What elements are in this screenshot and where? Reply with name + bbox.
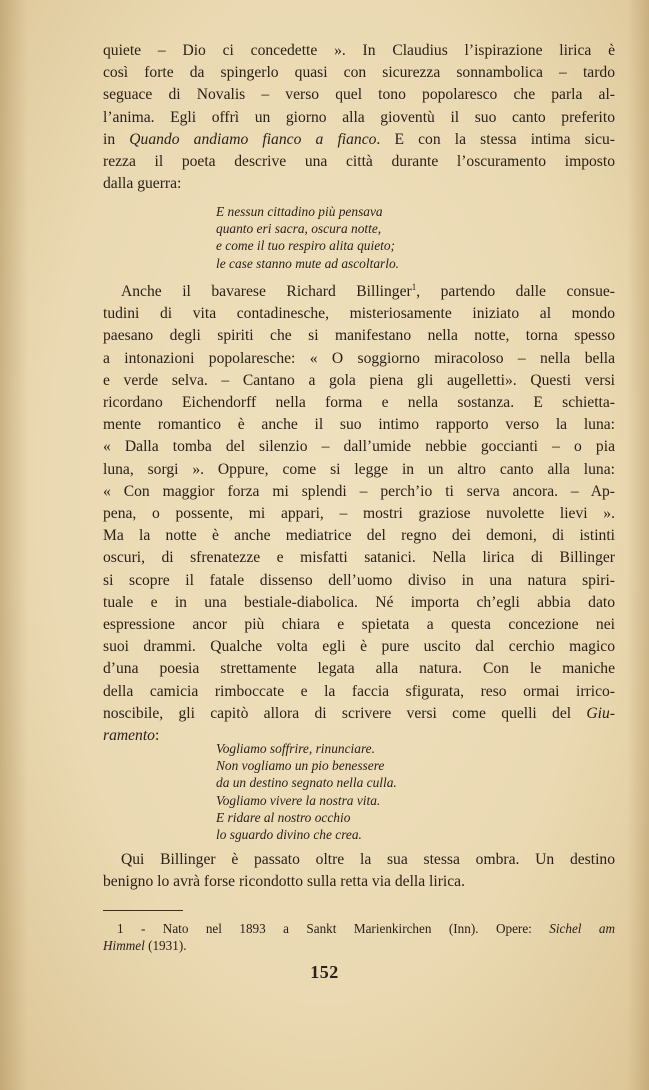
footnote-ref: 1 bbox=[411, 281, 417, 292]
text-fragment: (1931). bbox=[144, 938, 187, 953]
poem-line: da un destino segnato nella culla. bbox=[216, 775, 397, 791]
text-line: suoi drammi. Qualche volta egli è pure uscito dal cerchio magico bbox=[103, 638, 615, 656]
poem-line: quanto eri sacra, oscura notte, bbox=[216, 221, 382, 237]
text-line: a intonazioni popolaresche: « O soggiorno miracoloso – nella bella bbox=[103, 349, 615, 367]
poem-line: Vogliamo vivere la nostra vita. bbox=[216, 792, 381, 808]
text-line: « Con maggior forza mi splendi – perch’io ti serva ancora. – Ap- bbox=[103, 482, 615, 500]
paragraph-billinger bbox=[103, 281, 615, 747]
text-fragment: , partendo dalle consue- bbox=[416, 283, 615, 300]
text-line bbox=[103, 703, 615, 725]
work-title: Sichel am bbox=[549, 921, 615, 936]
poem-title: Giu- bbox=[586, 704, 615, 722]
text-line: tuale e in una bestiale-diabolica. Né importa ch’egli abbia dato bbox=[103, 593, 615, 611]
song-title: Quando andiamo fianco a fianco bbox=[129, 130, 377, 148]
poem-giuramento bbox=[216, 740, 397, 843]
text-line: si scopre il fatale dissenso dell’uomo diviso in una natura spiri- bbox=[103, 571, 615, 589]
text-line: così forte da spingerlo quasi con sicurezza sonnambolica – tardo bbox=[103, 64, 615, 82]
footnote-rule bbox=[103, 910, 183, 911]
footnote-line bbox=[103, 937, 615, 954]
poem-line: Vogliamo soffrire, rinunciare. bbox=[216, 741, 375, 756]
text-line: quiete – Dio ci concedette ». In Claudius l’ispirazione lirica è bbox=[103, 42, 615, 59]
text-line: benigno lo avrà forse ricondotto sulla retta via della lirica. bbox=[103, 873, 465, 891]
text-line: « Dalla tomba del silenzio – dall’umide nebbie goccianti – o pia bbox=[103, 438, 615, 456]
text-fragment: : bbox=[154, 727, 160, 745]
text-fragment: noscibile, gli capitò allora di scrivere versi come quelli del bbox=[103, 704, 587, 722]
text-line: e verde selva. – Cantano a gola piena gli augelletti». Questi versi bbox=[103, 371, 615, 389]
text-fragment: Anche il bavarese Richard Billinger bbox=[121, 283, 412, 300]
paragraph-claudius bbox=[103, 40, 615, 195]
poem-line: e come il tuo respiro alita quieto; bbox=[216, 238, 396, 254]
work-title: Himmel bbox=[103, 938, 145, 953]
poem-title: ramento bbox=[103, 727, 155, 745]
text-line: tudini di vita contadinesche, misteriosamente iniziato al mondo bbox=[103, 305, 615, 323]
text-line: d’una poesia strettamente legata alla natura. Con le maniche bbox=[103, 660, 615, 678]
text-line bbox=[103, 129, 615, 151]
poem-line: E ridare al nostro occhio bbox=[216, 809, 351, 825]
text-line: seguace di Novalis – verso quel tono popolaresco che parla al- bbox=[103, 86, 615, 104]
poem-line: Non vogliamo un pio benessere bbox=[216, 758, 385, 774]
text-line: espressione ancor più chiara e spietata a questa concezione nei bbox=[103, 616, 615, 634]
poem-claudius bbox=[216, 203, 399, 272]
text-fragment: in bbox=[103, 130, 130, 148]
text-line: paesano degli spiriti che si manifestano nella notte, torna spesso bbox=[103, 327, 615, 345]
text-line: luna, sorgi ». Oppure, come si legge in un altro canto alla luna: bbox=[103, 460, 615, 478]
poem-line: le case stanno mute ad ascoltarlo. bbox=[216, 255, 399, 271]
text-line: della camicia rimboccate e la faccia sfigurata, reso ormai irrico- bbox=[103, 682, 615, 700]
text-line: rezza il poeta descrive una città durante l’oscuramento imposto bbox=[103, 153, 615, 171]
text-line: Ma la notte è anche mediatrice del regno dei demoni, di istinti bbox=[103, 527, 615, 545]
poem-line: lo sguardo divino che crea. bbox=[216, 827, 362, 843]
text-line: mente romantico è anche il suo intimo rapporto verso la luna: bbox=[103, 416, 615, 434]
text-line: pena, o possente, mi appari, – mostri graziose nuvolette lievi ». bbox=[103, 505, 615, 523]
footnote-line bbox=[103, 920, 615, 937]
text-line: dalla guerra: bbox=[103, 175, 182, 193]
text-fragment: . E con la stessa intima sicu- bbox=[376, 130, 615, 148]
footnote bbox=[103, 920, 615, 954]
text-fragment: 1 - Nato nel 1893 a Sankt Marienkirchen (Inn). Opere: bbox=[117, 921, 550, 936]
poem-line: E nessun cittadino più pensava bbox=[216, 204, 383, 219]
paragraph-conclusion bbox=[103, 849, 615, 893]
text-line: l’anima. Egli offrì un giorno alla gioventù il suo canto preferito bbox=[103, 108, 615, 126]
text-line: oscuri, di sfrenatezze e misfatti satanici. Nella lirica di Billinger bbox=[103, 549, 615, 567]
text-line: Qui Billinger è passato oltre la sua stessa ombra. Un destino bbox=[121, 851, 615, 868]
text-line: ricordano Eichendorff nella forma e nella sostanza. E schietta- bbox=[103, 394, 615, 412]
text-line bbox=[103, 281, 615, 303]
page-number: 152 bbox=[310, 962, 339, 982]
